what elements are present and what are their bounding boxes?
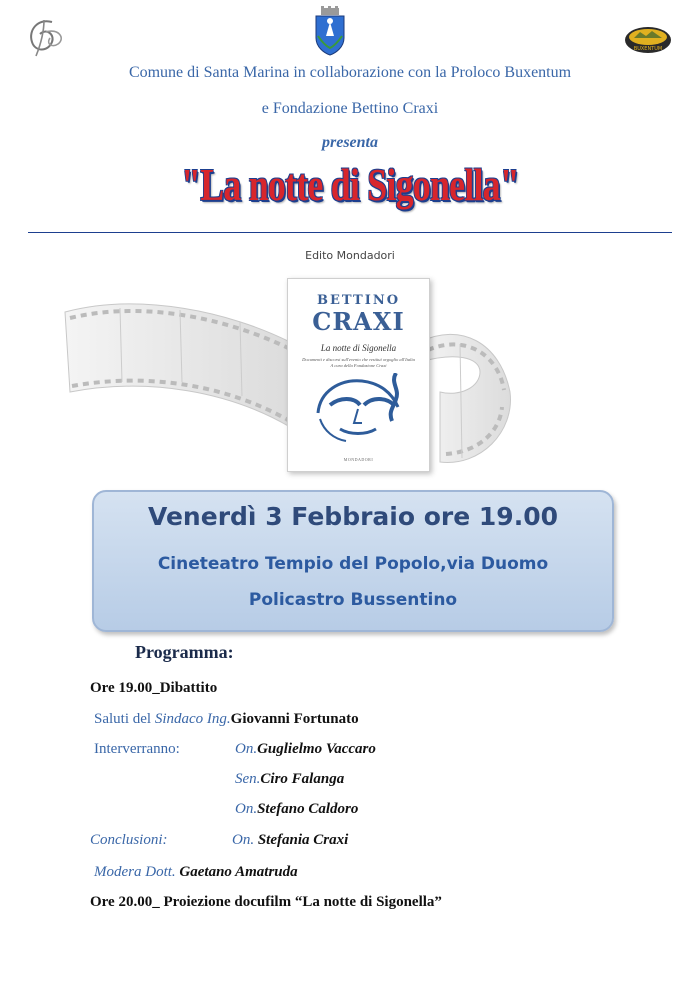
modera-label: Modera Dott.	[94, 864, 176, 880]
moderator-line	[94, 864, 298, 881]
organizers-line: Comune di Santa Marina in collaborazione con la Proloco Buxentum	[128, 64, 572, 81]
conclusioni-label: Conclusioni:	[90, 832, 168, 848]
speaker-name: Ciro Falanga	[260, 771, 345, 787]
saluti-prefix: Saluti del	[94, 711, 155, 727]
speaker-item	[235, 801, 358, 818]
event-place: Policastro Bussentino	[248, 590, 458, 610]
saluti-role: Sindaco Ing.	[154, 711, 231, 727]
book-title: La notte di Sigonella	[320, 343, 397, 353]
conclusioni-speaker	[232, 832, 348, 849]
book-author-last: CRAXI	[312, 307, 405, 336]
saluti-name: Giovanni Fortunato	[230, 711, 359, 727]
speaker-title: On.	[235, 741, 258, 757]
program-heading: Programma:	[135, 642, 234, 662]
modera-name: Gaetano Amatruda	[175, 864, 298, 880]
speaker-title: Sen.	[235, 771, 261, 787]
book-author-first: BETTINO	[316, 293, 401, 308]
speaker-item	[235, 771, 344, 788]
conclusioni-title: On.	[232, 832, 255, 848]
event-date-time: Venerdì 3 Febbraio ore 19.00	[148, 502, 558, 531]
speaker-name: Stefano Caldoro	[257, 801, 359, 817]
speaker-title: On.	[235, 801, 258, 817]
program-second-time: Ore 20.00_ Proiezione docufilm “La notte di Sigonella”	[90, 894, 442, 910]
book-cover	[287, 278, 430, 472]
proloco-buxentum-logo	[624, 26, 672, 54]
foundation-line: e Fondazione Bettino Craxi	[261, 100, 439, 117]
publisher-note: Edito Mondadori	[305, 249, 395, 262]
svg-text:BUXENTUM: BUXENTUM	[633, 46, 663, 52]
portrait-illustration	[310, 373, 410, 443]
presenta-label: presenta	[322, 134, 378, 151]
book-publisher: MONDADORI	[343, 457, 374, 462]
conclusioni-name: Stefania Craxi	[254, 832, 349, 848]
coat-of-arms-icon	[312, 6, 348, 56]
book-subtitle: Documenti e discorsi sull'evento che restituì orgoglio all'Italia A cura della Fondazione Craxi	[302, 357, 415, 368]
program-first-time: Ore 19.00_Dibattito	[90, 680, 218, 696]
event-title: "La notte di Sigonella"	[181, 159, 519, 210]
interverranno-label: Interverranno:	[94, 741, 180, 757]
event-venue: Cineteatro Tempio del Popolo,via Duomo	[157, 554, 549, 574]
speaker-item	[235, 741, 376, 758]
program-saluti	[94, 711, 359, 728]
divider	[28, 232, 672, 233]
event-info-box	[92, 490, 614, 632]
monogram-logo	[22, 14, 70, 60]
speaker-name: Guglielmo Vaccaro	[257, 741, 376, 757]
